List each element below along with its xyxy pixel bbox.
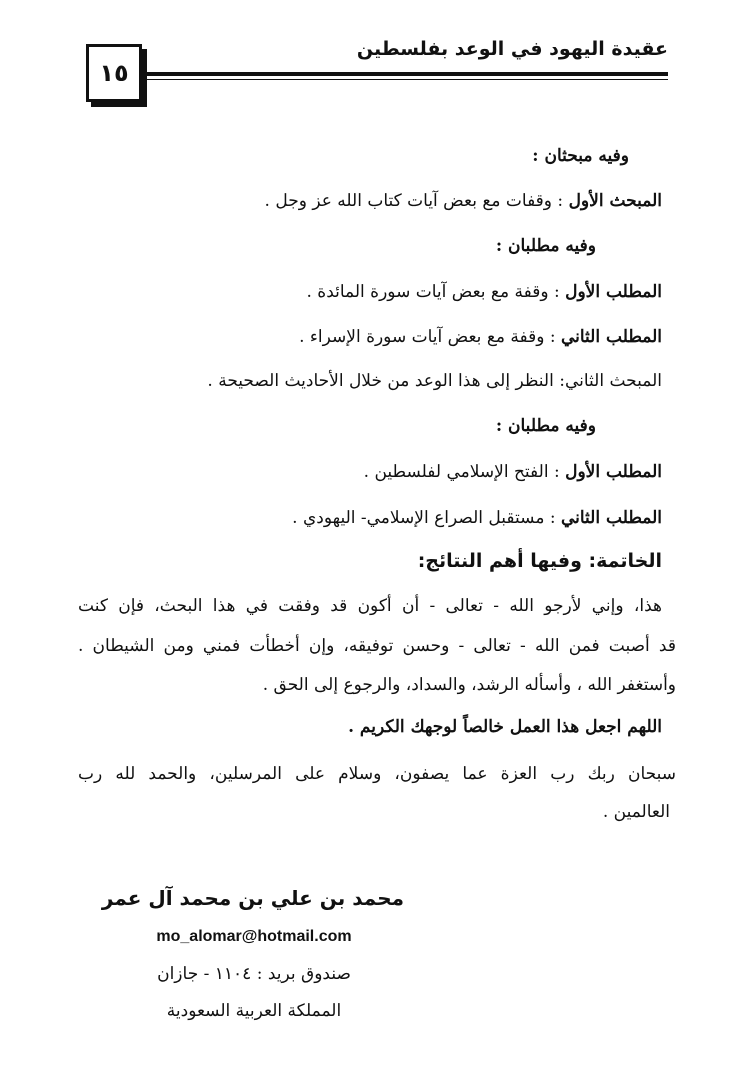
khatima-heading: الخاتمة: وفيها أهم النتائج: <box>417 550 662 572</box>
running-header-title: عقيدة اليهود في الوعد بفلسطين <box>356 38 668 60</box>
author-country: المملكة العربية السعودية <box>166 1001 342 1021</box>
dua-line: اللهم اجعل هذا العمل خالصاً لوجهك الكريم . <box>348 717 662 737</box>
mabhath-1-text: : وقفات مع بعض آيات كتاب الله عز وجل . <box>264 191 564 211</box>
matalib-1-intro: وفيه مطلبان : <box>495 236 596 256</box>
mabhath-1-label: المبحث الأول <box>568 191 662 211</box>
paragraph-line: هذا، وإني لأرجو الله - تعالى - أن أكون قد وفقت في هذا البحث، فإن كنت <box>78 596 662 616</box>
author-email: mo_alomar@hotmail.com <box>156 928 352 945</box>
m1-matlab-1-label: المطلب الأول <box>565 282 662 302</box>
mabhath-1-line <box>265 193 662 210</box>
m2-matlab-2-text: : مستقبل الصراع الإسلامي- اليهودي . <box>292 508 556 528</box>
m1-matlab-1-text: : وقفة مع بعض آيات سورة المائدة . <box>306 282 560 302</box>
page-number-box <box>86 44 142 102</box>
header-rule-thin <box>146 79 668 80</box>
author-name: محمد بن علي بن محمد آل عمر <box>101 886 404 910</box>
matalib-2-intro: وفيه مطلبان : <box>495 416 596 436</box>
intro-line: وفيه مبحثان : <box>532 146 629 166</box>
m1-matlab-1-line <box>307 284 663 301</box>
page-number: ١٥ <box>99 59 129 87</box>
m2-matlab-1-line <box>364 464 662 481</box>
closing-line: سبحان ربك رب العزة عما يصفون، وسلام على المرسلين، والحمد لله رب <box>78 764 676 784</box>
header-rule <box>146 72 668 76</box>
author-po-box: صندوق بريد : ١١٠٤ - جازان <box>157 964 351 984</box>
closing-line: العالمين . <box>602 802 670 822</box>
m1-matlab-2-label: المطلب الثاني <box>560 327 662 347</box>
mabhath-2-line: المبحث الثاني: النظر إلى هذا الوعد من خلال الأحاديث الصحيحة . <box>207 371 662 391</box>
m2-matlab-1-label: المطلب الأول <box>565 462 662 482</box>
m2-matlab-2-label: المطلب الثاني <box>560 508 662 528</box>
paragraph-line: قد أصبت فمن الله - تعالى - وحسن توفيقه، وإن أخطأت فمني ومن الشيطان . <box>78 636 676 656</box>
paragraph-line: وأستغفر الله ، وأسأله الرشد، والسداد، والرجوع إلى الحق . <box>262 675 676 695</box>
m1-matlab-2-line <box>299 329 662 346</box>
m1-matlab-2-text: : وقفة مع بعض آيات سورة الإسراء . <box>299 327 556 347</box>
m2-matlab-1-text: : الفتح الإسلامي لفلسطين . <box>363 462 560 482</box>
m2-matlab-2-line <box>292 510 662 527</box>
